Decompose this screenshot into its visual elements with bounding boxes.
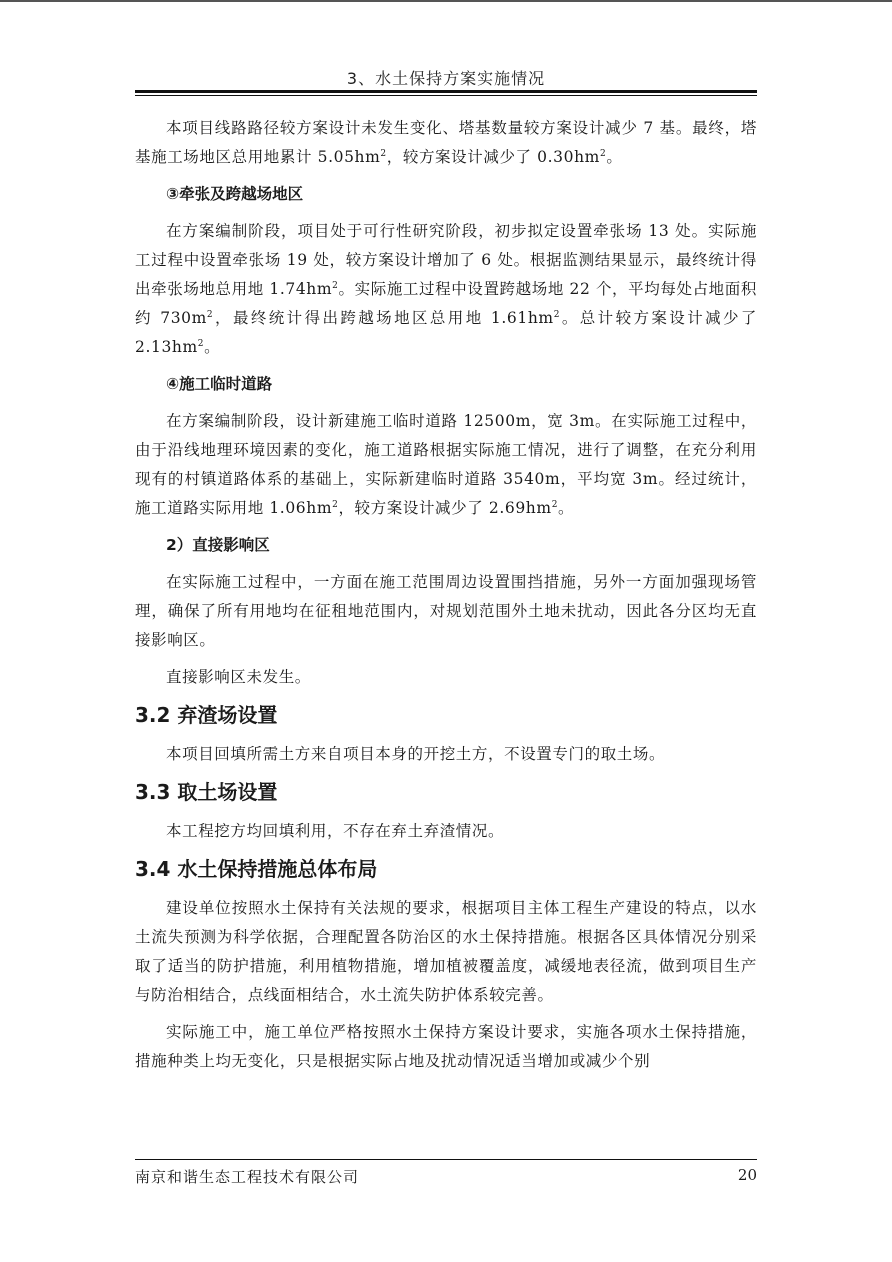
running-header: 3、水土保持方案实施情况 — [346, 69, 546, 88]
page-body — [135, 114, 757, 1084]
header-rule — [135, 90, 757, 93]
paragraph: 在方案编制阶段，设计新建施工临时道路 12500m，宽 3m。在实际施工过程中，由于沿线地理环境因素的变化，施工道路根据实际施工情况，进行了调整，在充分利用现有的村镇道路体系的基础上，实际新建临时道路 3540m，平均宽 3m。经过统计，施工道路实际用地 $1.06hm^2$，较方案设计减少了 $2.69hm^2$。 — [135, 412, 757, 517]
section-heading: 3.3 取土场设置 — [135, 780, 278, 804]
paragraph: 在实际施工过程中，一方面在施工范围周边设置围挡措施，另外一方面加强现场管理，确保了所有用地均在征租地范围内，对规划范围外土地未扰动，因此各分区均无直接影响区。 — [135, 573, 757, 649]
subheading: 2）直接影响区 — [166, 536, 270, 554]
paragraph: 建设单位按照水土保持有关法规的要求，根据项目主体工程生产建设的特点，以水土流失预测为科学依据，合理配置各防治区的水土保持措施。根据各区具体情况分别采取了适当的防护措施，利用植物措施，增加植被覆盖度，减缓地表径流，做到项目生产与防治相结合，点线面相结合，水土流失防护体系较完善。 — [135, 899, 757, 1004]
paragraph: 本项目线路路径较方案设计未发生变化、塔基数量较方案设计减少 7 基。最终，塔基施工场地区总用地累计 $5.05hm^2$，较方案设计减少了 $0.30hm^2$。 — [135, 119, 757, 166]
paragraph: 本工程挖方均回填利用，不存在弃土弃渣情况。 — [166, 822, 505, 840]
subheading: ③牵张及跨越场地区 — [166, 185, 304, 203]
section-heading: 3.2 弃渣场设置 — [135, 703, 278, 727]
top-border — [0, 0, 892, 2]
page-number: 20 — [737, 1166, 757, 1184]
footer-rule — [135, 1159, 757, 1160]
paragraph: 直接影响区未发生。 — [166, 668, 311, 686]
subheading: ④施工临时道路 — [166, 375, 273, 393]
section-heading: 3.4 水土保持措施总体布局 — [135, 857, 378, 881]
header-rule-thin — [135, 95, 757, 96]
paragraph: 本项目回填所需土方来自项目本身的开挖土方，不设置专门的取土场。 — [166, 745, 666, 763]
paragraph: 实际施工中，施工单位严格按照水土保持方案设计要求，实施各项水土保持措施，措施种类上均无变化，只是根据实际占地及扰动情况适当增加或减少个别 — [135, 1023, 757, 1070]
footer-company: 南京和谐生态工程技术有限公司 — [135, 1168, 360, 1186]
paragraph: 在方案编制阶段，项目处于可行性研究阶段，初步拟定设置牵张场 13 处。实际施工过程中设置牵张场 19 处，较方案设计增加了 6 处。根据监测结果显示，最终统计得出牵张场地总用地 $1.74hm^2$。实际施工过程中设置跨越场地 22 个，平均每处占地面积约 $730m^2$，最终统计得出跨越场地区总用地 $1.61hm^2$。总计较方案设计减少了 $2.13hm^2$。 — [135, 222, 757, 356]
